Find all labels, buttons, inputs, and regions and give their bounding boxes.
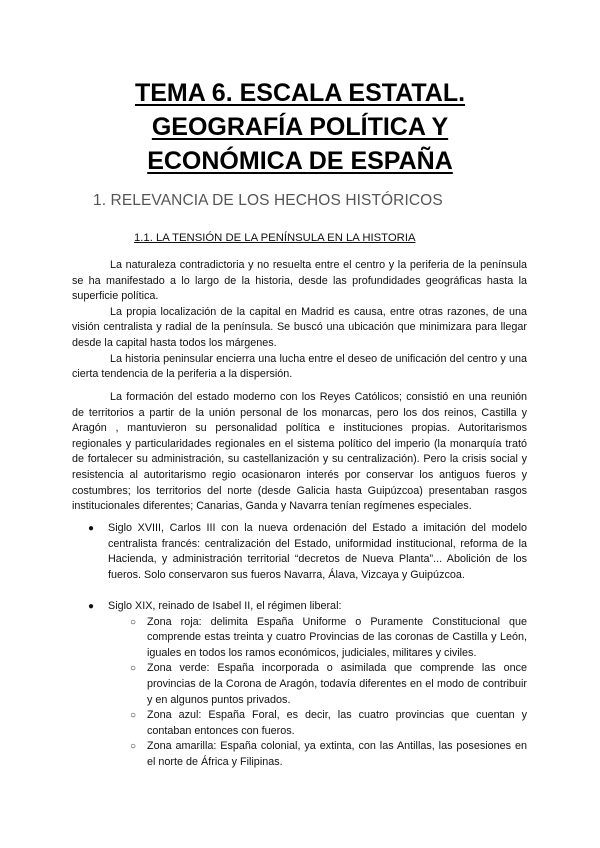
circle-bullet-icon: ○	[130, 616, 137, 628]
paragraph: La formación del estado moderno con los Reyes Católicos; consistió en una reunión de territorios a partir de la unión personal de los monarcas, pero los dos reinos, Castilla y Aragón , mantuvieron su personalidad política e instituciones propias. Autoritarismos regionales y particularidades regionales en el sistema político del imperio (la monarquía trató de fortalecer su administración, su castellanización y su centralización). Pero la crisis social y resistencia al autoritarismo regio ocasionaron interés por conservar los antiguos fueros y costumbres; los territorios del norte (desde Galicia hasta Guipúzcoa) presentaban rasgos institucionales diferentes; Canarias, Ganda y Navarra tenían regímenes especiales.	[72, 391, 527, 513]
paragraph: La naturaleza contradictoria y no resuelta entre el centro y la periferia de la península se ha manifestado a lo largo de la historia, desde las profundidades geográficas hasta la superficie política.	[72, 259, 527, 303]
circle-bullet-icon: ○	[130, 710, 137, 722]
bullet-text: Siglo XVIII, Carlos III con la nueva ordenación del Estado a imitación del modelo centralista francés: centralización del Estado, uniformidad institucional, reforma de la Hacienda, y administración territorial “decretos de Nueva Planta”... Abolición de los fueros. Solo conservaron sus fueros Navarra, Álava, Vizcaya y Guipúzcoa.	[108, 522, 527, 581]
zone-item-blue	[108, 708, 527, 739]
zone-item-red	[108, 615, 527, 662]
zone-list	[108, 615, 527, 771]
paragraph: La historia peninsular encierra una lucha entre el deseo de unificación del centro y una cierta tendencia de la periferia a la dispersión.	[72, 352, 527, 381]
zone-text: Zona roja: delimita España Uniforme o Puramente Constitucional que comprende estas treinta y cuatro Provincias de las coronas de Castilla y León, iguales en todos los ramos económicos, judiciales, militares y civiles.	[147, 615, 527, 659]
bullet-list	[72, 599, 527, 771]
title-line-2: GEOGRAFÍA POLÍTICA Y	[151, 113, 449, 141]
bullet-text: Siglo XIX, reinado de Isabel II, el régimen liberal:	[108, 600, 342, 612]
circle-bullet-icon: ○	[130, 741, 137, 753]
list-item	[72, 521, 527, 583]
title-line-3: ECONÓMICA DE ESPAÑA	[147, 147, 453, 175]
title-line-1: TEMA 6. ESCALA ESTATAL.	[134, 79, 466, 107]
zone-text: Zona azul: España Foral, es decir, las cuatro provincias que cuentan y contaban entonces con fueros.	[147, 709, 527, 737]
circle-bullet-icon: ○	[130, 663, 137, 675]
modern-state-paragraph	[72, 390, 527, 515]
bullet-icon: ●	[88, 523, 95, 534]
intro-paragraphs	[72, 258, 527, 383]
page-title	[60, 76, 540, 178]
zone-text: Zona verde: España incorporada o asimilada que comprende las once provincias de la Corona de Aragón, todavía diferentes en el modo de contribuir y en algunos puntos privados.	[147, 662, 527, 706]
bullet-list	[72, 521, 527, 583]
paragraph: La propia localización de la capital en Madrid es causa, entre otras razones, de una visión centralista y radial de la península. Se buscó una ubicación que minimizara para llegar desde la capital hasta todos los márgenes.	[72, 305, 527, 349]
bullet-icon: ●	[88, 601, 95, 612]
zone-item-green	[108, 661, 527, 708]
section-heading: 1. RELEVANCIA DE LOS HECHOS HISTÓRICOS	[93, 192, 443, 209]
zone-item-yellow	[108, 739, 527, 770]
zone-text: Zona amarilla: España colonial, ya extinta, con las Antillas, las posesiones en el norte de África y Filipinas.	[147, 740, 527, 768]
subsection-heading: 1.1. LA TENSIÓN DE LA PENÍNSULA EN LA HISTORIA	[134, 232, 416, 244]
list-item	[72, 599, 527, 771]
